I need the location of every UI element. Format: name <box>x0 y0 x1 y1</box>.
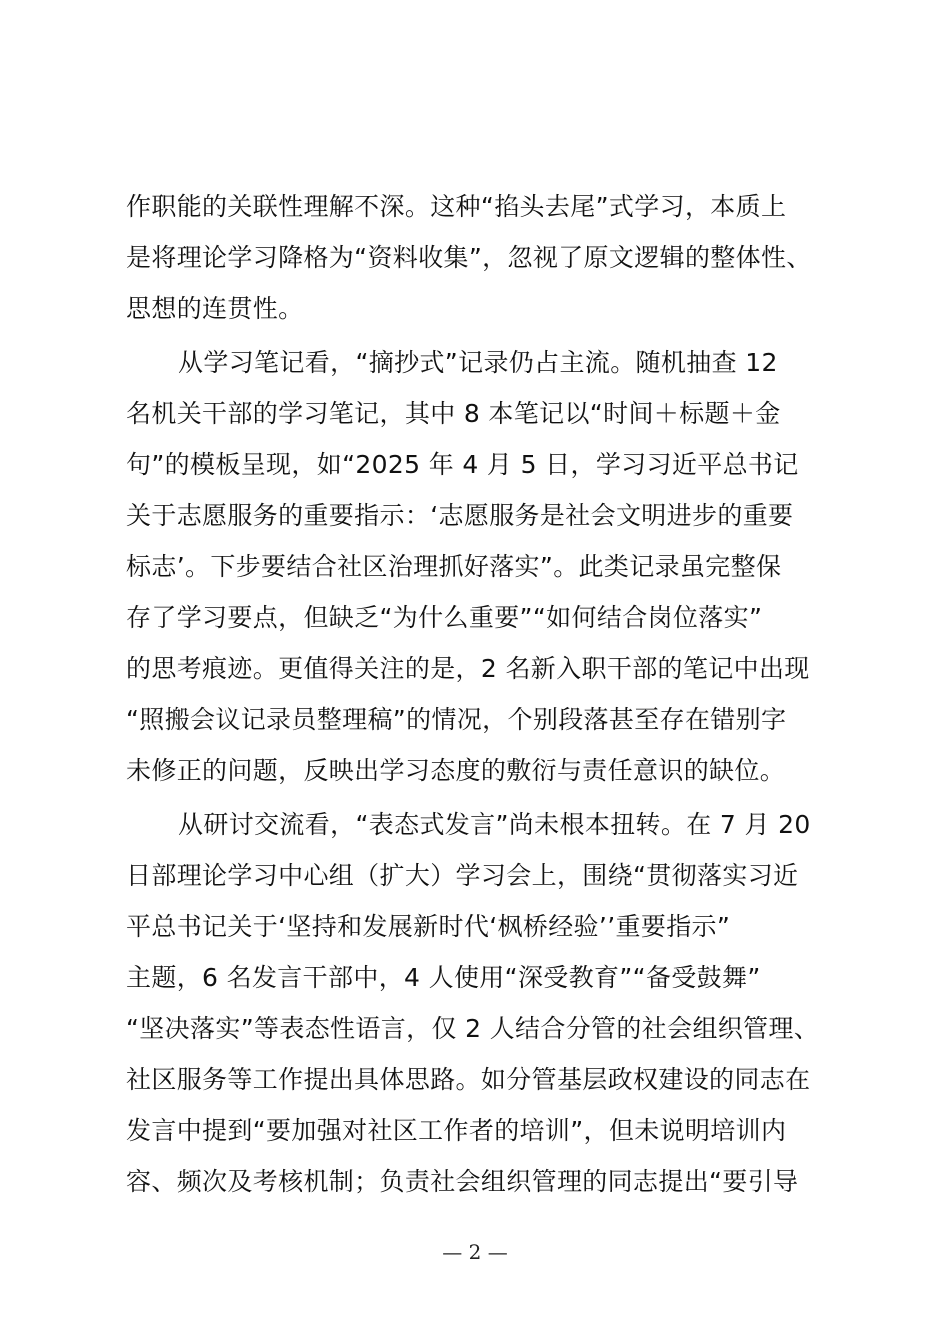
page-number: — 2 — <box>442 1240 508 1264</box>
text-line: 社区服务等工作提出具体思路。如分管基层政权建设的同志在 <box>126 1065 811 1094</box>
text-line: 作职能的关联性理解不深。这种“掐头去尾”式学习，本质上 <box>126 192 787 221</box>
document-body <box>126 181 838 1207</box>
text-line: 是将理论学习降格为“资料收集”，忽视了原文逻辑的整体性、 <box>126 243 812 272</box>
text-line: “照搬会议记录员整理稿”的情况，个别段落甚至存在错别字 <box>126 705 787 734</box>
text-line: 未修正的问题，反映出学习态度的敷衍与责任意识的缺位。 <box>126 756 786 785</box>
text-line: 标志’。下步要结合社区治理抓好落实”。此类记录虽完整保 <box>126 552 782 581</box>
text-line: 平总书记关于‘坚持和发展新时代‘枫桥经验’’重要指示” <box>126 912 731 941</box>
text-line: “坚决落实”等表态性语言，仅 2 人结合分管的社会组织管理、 <box>126 1014 820 1043</box>
text-line: 日部理论学习中心组（扩大）学习会上，围绕“贯彻落实习近 <box>126 861 799 890</box>
text-line: 思想的连贯性。 <box>126 294 304 323</box>
text-line: 主题，6 名发言干部中，4 人使用“深受教育”“备受鼓舞” <box>126 963 761 992</box>
text-line: 容、频次及考核机制；负责社会组织管理的同志提出“要引导 <box>126 1167 799 1196</box>
text-line: 关于志愿服务的重要指示：‘志愿服务是社会文明进步的重要 <box>126 501 794 530</box>
text-line: 的思考痕迹。更值得关注的是，2 名新入职干部的笔记中出现 <box>126 654 810 683</box>
paragraph-start-line: 从学习笔记看，“摘抄式”记录仍占主流。随机抽查 12 <box>178 348 778 377</box>
text-line: 发言中提到“要加强对社区工作者的培训”，但未说明培训内 <box>126 1116 787 1145</box>
text-line: 句”的模板呈现，如“2025 年 4 月 5 日，学习习近平总书记 <box>126 450 799 479</box>
paragraph-start-line: 从研讨交流看，“表态式发言”尚未根本扭转。在 7 月 20 <box>178 810 811 839</box>
text-line: 名机关干部的学习笔记，其中 8 本笔记以“时间＋标题＋金 <box>126 399 781 428</box>
text-line: 存了学习要点，但缺乏“为什么重要”“如何结合岗位落实” <box>126 603 763 632</box>
